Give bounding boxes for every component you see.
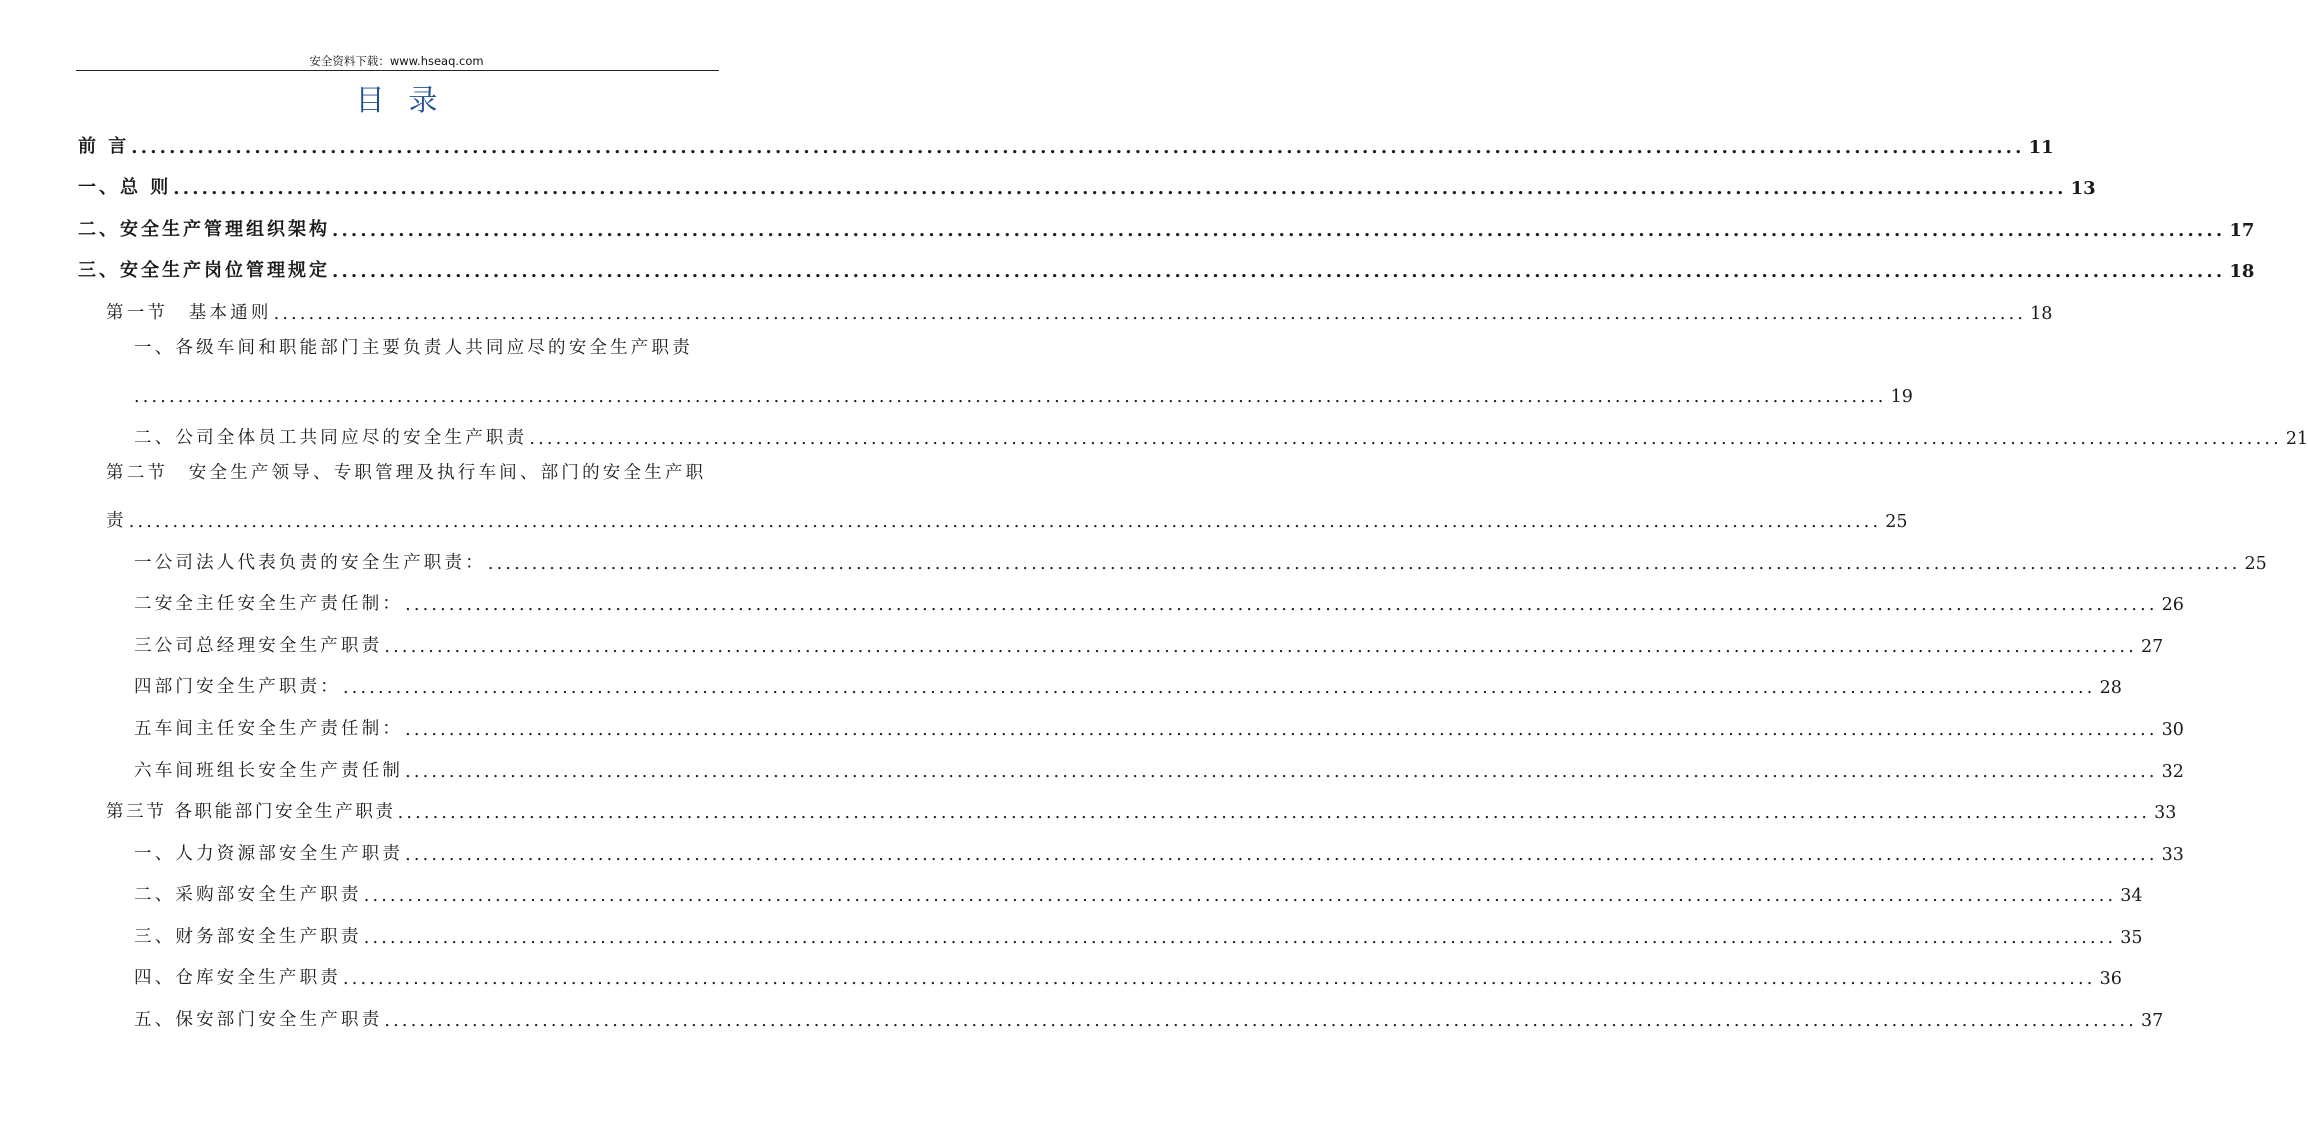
toc-entry-label: 三、安全生产岗位管理规定 [78,260,330,281]
toc-entry-label: 一、人力资源部安全生产职责 [134,844,404,864]
toc-entry-page: 30 [2161,720,2184,740]
toc-entry-page: 25 [1885,512,1908,532]
toc-leader-dots: ........................................................................................................................................................................................................ [173,178,2067,199]
toc-entry-continuation[interactable] [134,369,1913,407]
toc-entry-page: 36 [2099,969,2122,989]
toc-entry-purchasing[interactable] [134,868,2143,906]
toc-entry-page: 13 [2070,178,2096,199]
toc-entry-workshop-director[interactable] [134,702,2184,740]
toc-leader-dots: ........................................................................................................................................................................................................ [128,512,1882,532]
toc-leader-dots: ........................................................................................................................................................................................................ [273,304,2027,324]
toc-leader-dots: ........................................................................................................................................................................................................ [343,678,2096,698]
toc-entry-label: 五车间主任安全生产责任制： [134,719,404,739]
toc-entry-label[interactable]: 第二节 安全生产领导、专职管理及执行车间、部门的安全生产职 [106,463,707,483]
toc-entry-page: 33 [2161,845,2184,865]
toc-entry-page: 11 [2028,137,2054,158]
toc-entry-page: 26 [2161,595,2184,615]
toc-entry-label: 四、仓库安全生产职责 [134,968,341,988]
toc-entry-label: 第三节 各职能部门安全生产职责 [106,802,396,822]
toc-entry-legal-rep[interactable] [134,536,2267,574]
toc-entry-continuation[interactable] [106,494,1908,532]
toc-entry-page: 21 [2285,429,2308,449]
toc-entry-page: 32 [2161,762,2184,782]
toc-leader-dots: ........................................................................................................................................................................................................ [405,845,2158,865]
toc-entry-label: 二安全主任安全生产责任制： [134,594,404,614]
page-header-text: 安全资料下载：www.hseaq.com [309,54,484,68]
toc-entry-label: 前 言 [78,136,130,157]
toc-entry-label-continued: 责 [106,511,127,531]
toc-leader-dots: ........................................................................................................................................................................................................ [384,637,2137,657]
toc-entry-warehouse[interactable] [134,951,2122,989]
toc-entry-general-manager[interactable] [134,619,2164,657]
toc-leader-dots: ........................................................................................................................................................................................................ [529,429,2282,449]
toc-entry-label: 三公司总经理安全生产职责 [134,636,383,656]
toc-entry-all-staff[interactable] [134,411,2308,449]
toc-leader-dots: ........................................................................................................................................................................................................ [332,261,2226,282]
toc-entry-label: 二、采购部安全生产职责 [134,885,362,905]
toc-entry-page: 35 [2120,928,2143,948]
toc-entry-label: 三、财务部安全生产职责 [134,927,362,947]
toc-leader-dots: ........................................................................................................................................................................................................ [343,969,2096,989]
toc-entry-label: 一公司法人代表负责的安全生产职责： [134,553,486,573]
toc-entry-page: 33 [2154,803,2177,823]
toc-entry-label: 二、公司全体员工共同应尽的安全生产职责 [134,428,528,448]
toc-entry-page: 37 [2140,1011,2164,1031]
toc-entry-page: 18 [2229,261,2255,282]
toc-entry-page: 18 [2030,304,2053,324]
toc-entry-label: 二、安全生产管理组织架构 [78,219,330,240]
header-divider [76,70,719,71]
toc-entry-label: 四部门安全生产职责： [134,677,341,697]
toc-entry-page: 17 [2229,220,2255,241]
toc-entry-general[interactable] [78,161,2096,199]
toc-entry-org-structure[interactable] [78,203,2255,241]
toc-entry-hr[interactable] [134,827,2184,865]
toc-entry-label: 一、总 则 [78,177,172,198]
toc-leader-dots: ........................................................................................................................................................................................................ [332,220,2226,241]
toc-leader-dots: ........................................................................................................................................................................................................ [397,803,2151,823]
toc-entry-page: 25 [2244,554,2267,574]
toc-entry-label: 第一节 基本通则 [106,303,272,323]
toc-entry-page: 19 [1890,387,1913,407]
toc-leader-dots: ........................................................................................................................................................................................................ [487,554,2241,574]
toc-entry-label: 五、保安部门安全生产职责 [134,1010,383,1030]
toc-entry-departments[interactable] [134,660,2122,698]
toc-entry-preface[interactable] [78,120,2054,158]
toc-leader-dots: ........................................................................................................................................................................................................ [405,720,2158,740]
toc-leader-dots: ........................................................................................................................................................................................................ [131,137,2025,158]
toc-entry-page: 28 [2099,678,2122,698]
toc-leader-dots: ........................................................................................................................................................................................................ [363,886,2117,906]
toc-entry-page: 27 [2140,637,2164,657]
toc-entry-post-rules[interactable] [78,244,2255,282]
toc-entry-section-1[interactable] [106,286,2053,324]
toc-entry-label: 六车间班组长安全生产责任制 [134,761,404,781]
toc-leader-dots: ........................................................................................................................................................................................................ [405,762,2158,782]
toc-entry-team-leader[interactable] [134,744,2184,782]
page-title: 目录 [355,83,462,117]
toc-leader-dots: ........................................................................................................................................................................................................ [363,928,2117,948]
toc-entry-security-dept[interactable] [134,993,2164,1031]
toc-leader-dots: ........................................................................................................................................................................................................ [384,1011,2137,1031]
toc-entry-page: 34 [2120,886,2143,906]
toc-entry-finance[interactable] [134,910,2143,948]
toc-leader-dots: ........................................................................................................................................................................................................ [134,387,1887,407]
toc-entry-label[interactable]: 一、各级车间和职能部门主要负责人共同应尽的安全生产职责 [134,338,693,358]
toc-entry-safety-director[interactable] [134,577,2184,615]
toc-entry-section-3[interactable] [106,785,2177,823]
toc-leader-dots: ........................................................................................................................................................................................................ [405,595,2158,615]
